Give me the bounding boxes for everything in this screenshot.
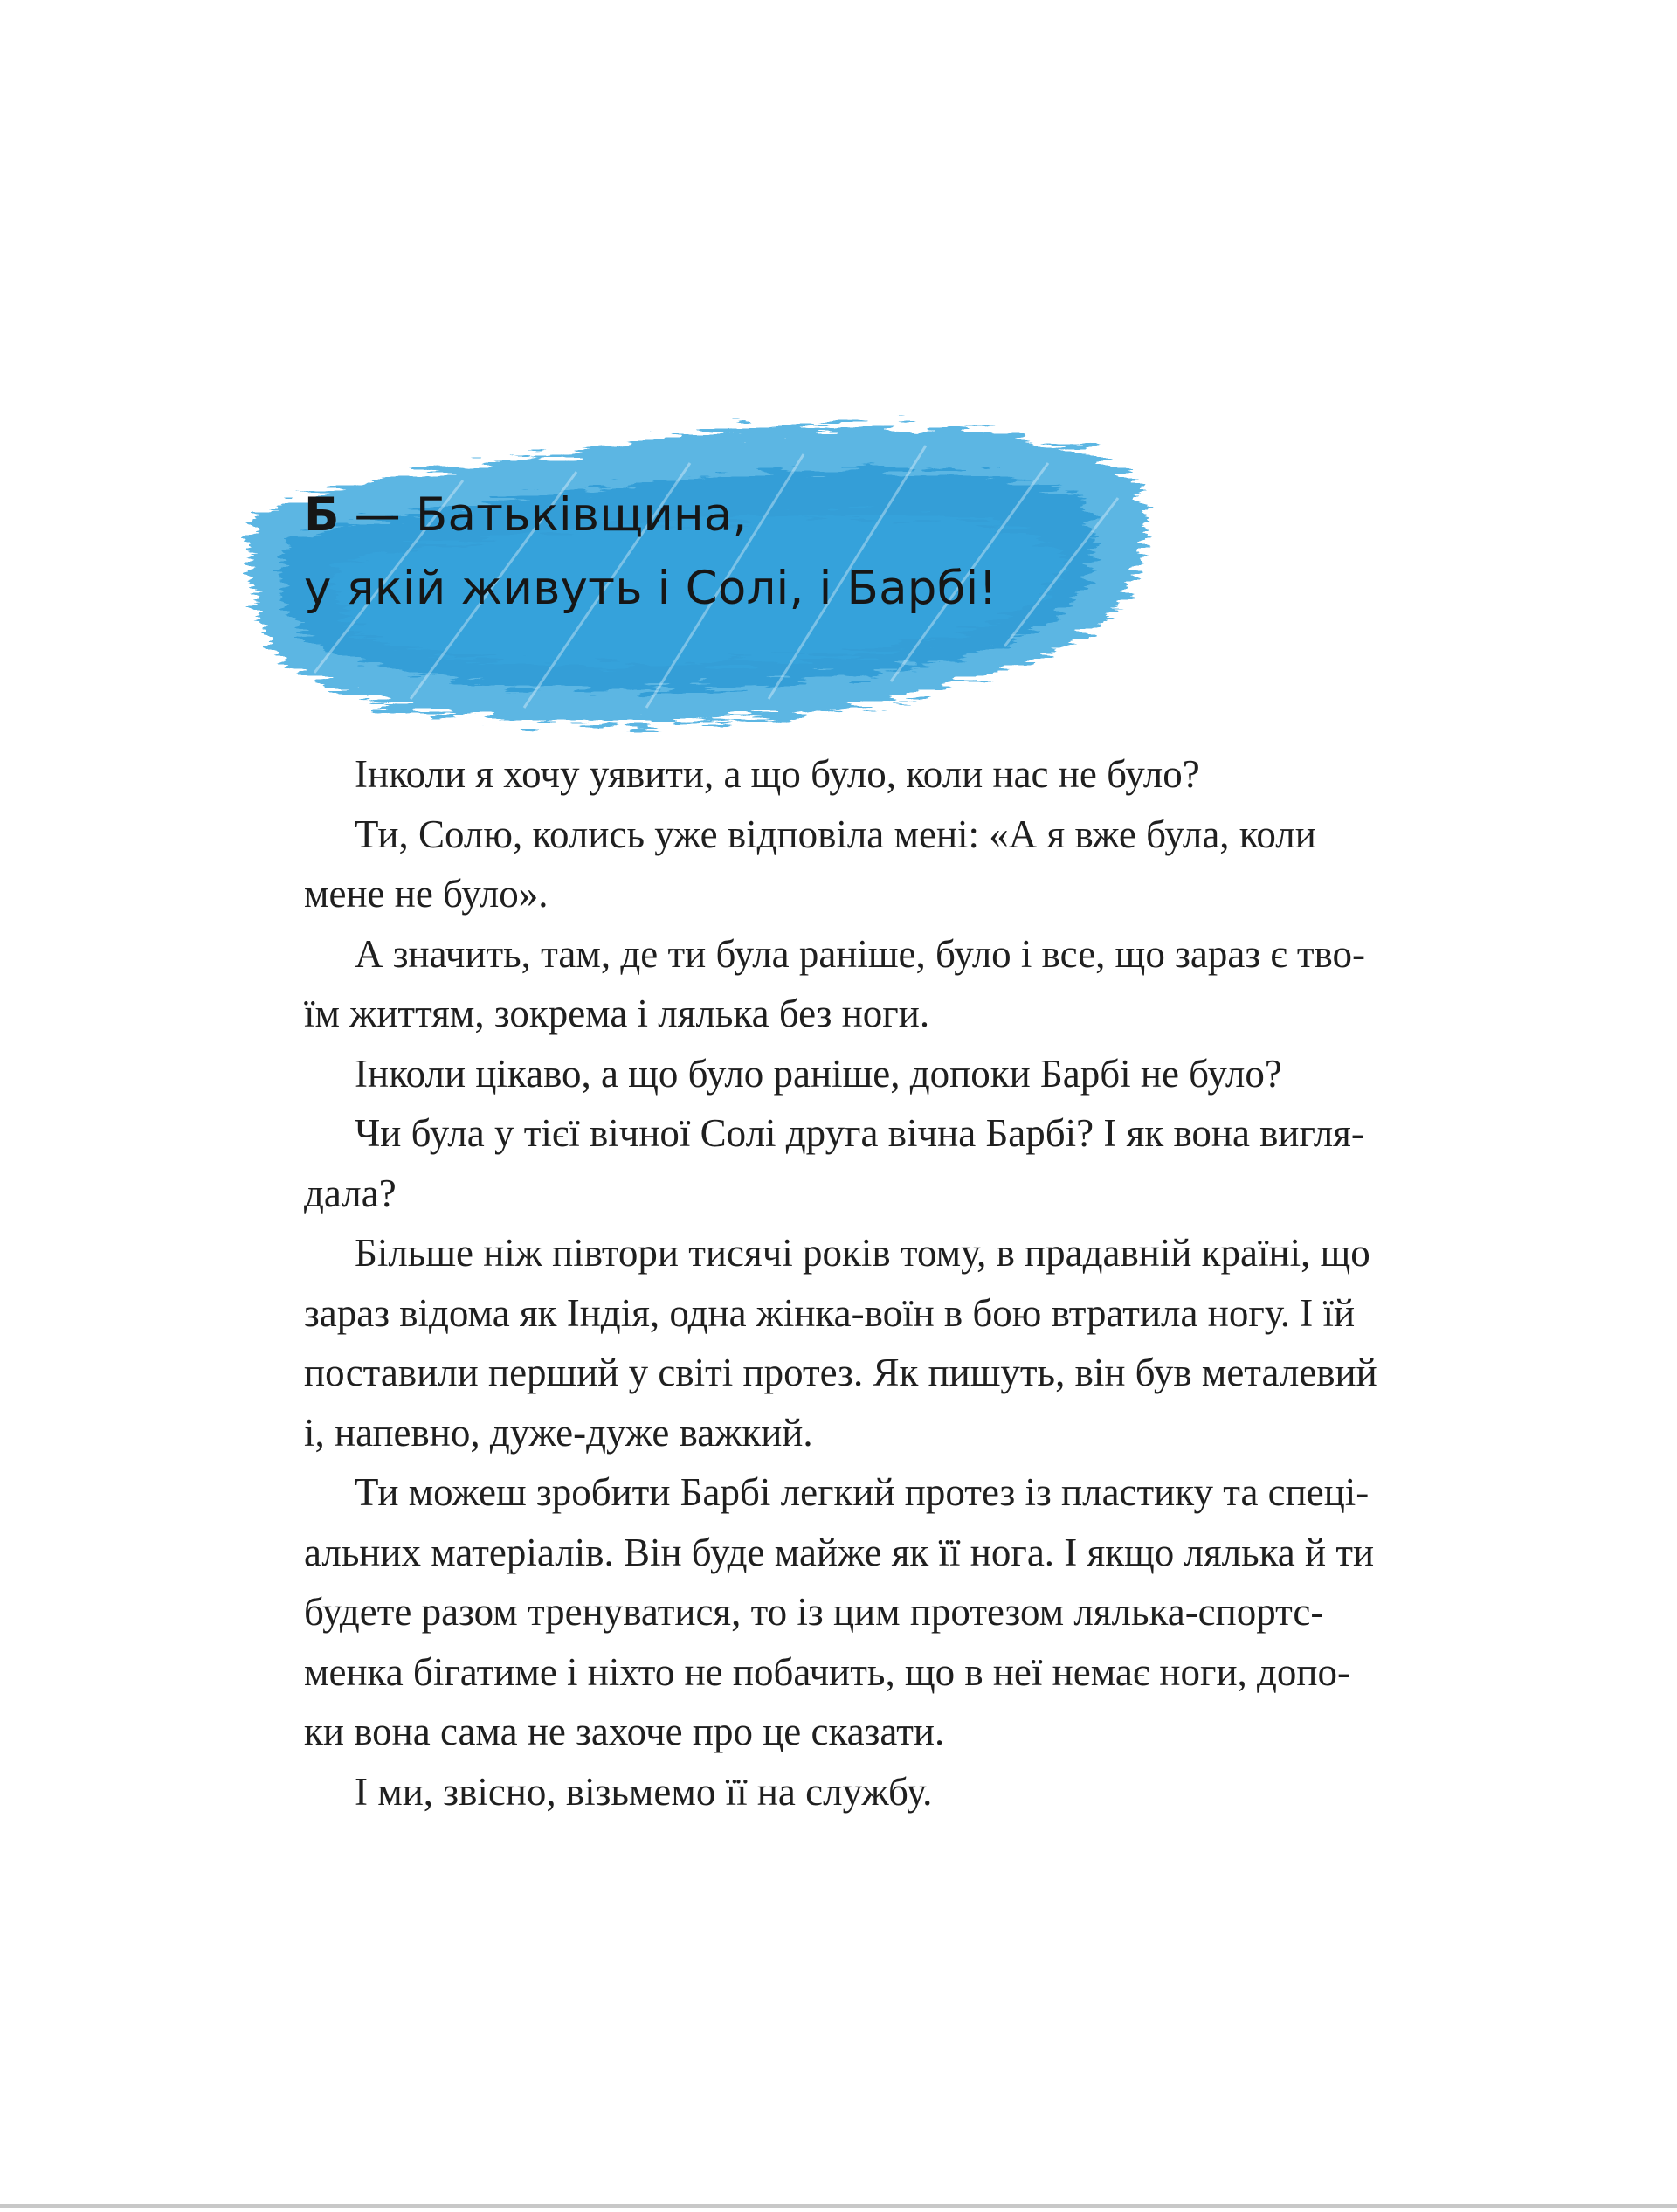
paragraph: Ти, Солю, колись уже відповіла мені: «А я вже була, коли мене не було».: [304, 812, 1316, 916]
page-bottom-border: [0, 2204, 1677, 2208]
heading-line-2: у якій живуть і Солі, і Барбі!: [304, 562, 997, 615]
paragraph: Більше ніж півтори тисячі років тому, в прадавній країні, що зараз відома як Індія, одна жінка-воїн в бою втратила ногу. І їй поставили перший у світі протез. Як пишуть, він був металевий і, напевно, дуже-дуже важкий.: [304, 1231, 1377, 1455]
paragraph: Інколи цікаво, а що було раніше, допоки Барбі не було?: [355, 1051, 1282, 1096]
paragraph: Інколи я хочу уявити, а що було, коли нас не було?: [355, 752, 1200, 796]
heading-initial-letter: Б: [304, 488, 340, 542]
paragraph: А значить, там, де ти була раніше, було і все, що зараз є тво- їм життям, зокрема і лялька без ноги.: [304, 931, 1365, 1035]
paragraph: І ми, звісно, візьмемо її на службу.: [355, 1769, 933, 1814]
chapter-heading: [304, 479, 1177, 626]
paragraph: Чи була у тієї вічної Солі друга вічна Барбі? І як вона вигля- дала?: [304, 1111, 1364, 1215]
heading-line-1-text: — Батьківщина,: [339, 488, 748, 542]
paragraph: Ти можеш зробити Барбі легкий протез із пластику та спеці- альних матеріалів. Він буде майже як її нога. І якщо лялька й ти будете разом тренуватися, то із цим протезом лялька-спортс- менка бігатиме і ніхто не побачить, що в неї немає ноги, допо- ки вона сама не захоче про це сказати.: [304, 1470, 1375, 1753]
body-text: [304, 744, 1396, 1821]
heading-line-1: [304, 479, 1177, 552]
